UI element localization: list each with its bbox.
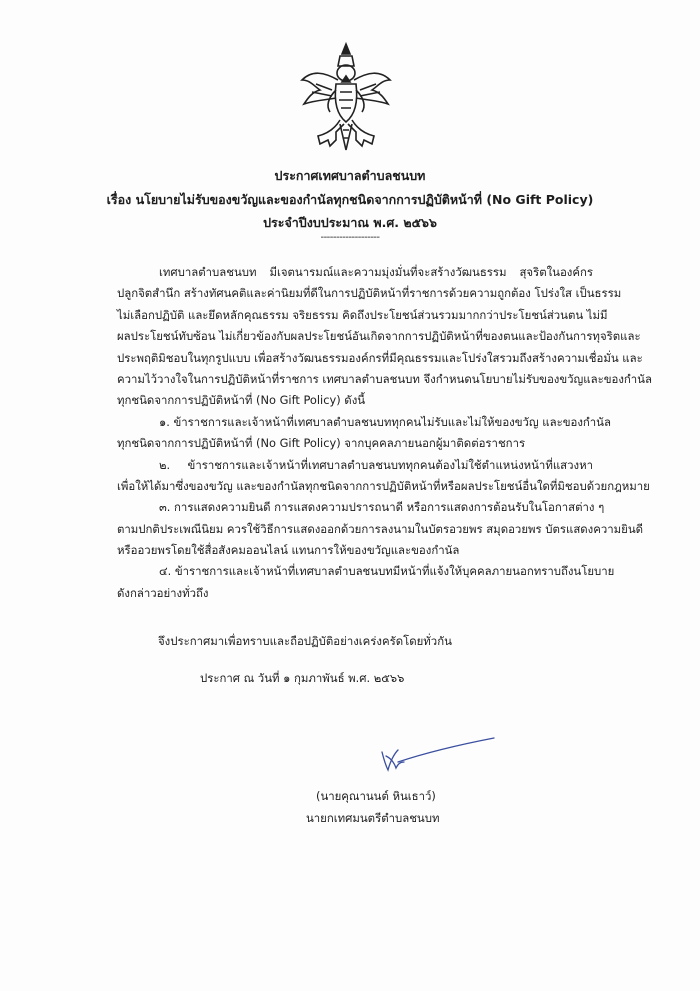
- paragraph-line: ความไว้วางใจในการปฏิบัติหน้าที่ราชการ เทศบาลตำบลชนบท จึงกำหนดนโยบายไม่รับของขวัญและของกำนัล: [117, 371, 652, 386]
- policy-item-2: ๒. ข้าราชการและเจ้าหน้าที่เทศบาลตำบลชนบททุกคนต้องไม่ใช้ตำแหน่งหน้าที่แสวงหา: [159, 457, 593, 472]
- paragraph-line: เทศบาลตำบลชนบท มีเจตนารมณ์และความมุ่งมั่นที่จะสร้างวัฒนธรรม สุจริตในองค์กร: [159, 265, 593, 279]
- paragraph-line: ทุกชนิดจากการปฏิบัติหน้าที่ (No Gift Policy) ดังนี้: [117, 393, 366, 408]
- announcement-title: ประกาศเทศบาลตำบลชนบท: [274, 168, 426, 183]
- signer-title: นายกเทศมนตรีตำบลชนบท: [306, 811, 440, 825]
- paragraph-line: ประพฤติมิชอบในทุกรูปแบบ เพื่อสร้างวัฒนธรรมองค์กรที่มีคุณธรรมและโปร่งใสรวมถึงสร้างความเชื่อมั่น และ: [117, 350, 643, 365]
- signer-name: (นายคุณานนต์ หินเธาว์): [316, 789, 436, 803]
- policy-item-3-cont: ตามปกติประเพณีนิยม ควรใช้วิธีการแสดงออกด้วยการลงนามในบัตรอวยพร สมุดอวยพร บัตรแสดงความยินดี: [117, 521, 644, 536]
- policy-item-2-cont: เพื่อให้ได้มาซึ่งของขวัญ และของกำนัลทุกชนิดจากการปฏิบัติหน้าที่หรือผลประโยชน์อื่นใดที่มิชอบด้วยกฎหมาย: [117, 478, 650, 493]
- policy-item-4-cont: ดังกล่าวอย่างทั่วถึง: [117, 585, 209, 600]
- policy-item-4: ๔. ข้าราชการและเจ้าหน้าที่เทศบาลตำบลชนบทมีหน้าที่แจ้งให้บุคคลภายนอกทราบถึงนโยบาย: [159, 564, 615, 579]
- policy-item-3-cont: หรืออวยพรโดยใช้สื่อสังคมออนไลน์ แทนการให้ของขวัญและของกำนัล: [117, 543, 460, 558]
- divider-line: -------------------: [320, 232, 380, 243]
- policy-item-1: ๑. ข้าราชการและเจ้าหน้าที่เทศบาลตำบลชนบททุกคนไม่รับและไม่ให้ของขวัญ และของกำนัล: [159, 414, 611, 429]
- fiscal-year: ประจำปีงบประมาณ พ.ศ. ๒๕๖๖: [263, 215, 437, 230]
- policy-item-1-cont: ทุกชนิดจากการปฏิบัติหน้าที่ (No Gift Policy) จากบุคคลภายนอกผู้มาติดต่อราชการ: [117, 436, 526, 451]
- paragraph-line: ไม่เลือกปฏิบัติ และยึดหลักคุณธรรม จริยธรรม คิดถึงประโยชน์ส่วนรวมมากกว่าประโยชน์ส่วนตน ไม่มี: [117, 307, 608, 322]
- garuda-emblem-icon: [296, 40, 396, 160]
- announcement-subject: เรื่อง นโยบายไม่รับของขวัญและของกำนัลทุกชนิดจากการปฏิบัติหน้าที่ (No Gift Policy): [106, 192, 594, 207]
- signature-image: [368, 732, 498, 782]
- paragraph-line: ผลประโยชน์ทับซ้อน ไม่เกี่ยวข้องกับผลประโยชน์อันเกิดจากการปฏิบัติหน้าที่ของตนและป้องกันการทุจริตและ: [117, 329, 641, 344]
- paragraph-line: ปลูกจิตสำนึก สร้างทัศนคติและค่านิยมที่ดีในการปฏิบัติหน้าที่ราชการด้วยความถูกต้อง โปร่งใส เป็นธรรม: [117, 286, 622, 301]
- announcement-date: ประกาศ ณ วันที่ ๑ กุมภาพันธ์ พ.ศ. ๒๕๖๖: [200, 671, 405, 685]
- policy-item-3: ๓. การแสดงความยินดี การแสดงความปรารถนาดี หรือการแสดงการต้อนรับในโอกาสต่าง ๆ: [159, 500, 605, 515]
- intro-paragraph: [117, 262, 652, 604]
- closing-statement: จึงประกาศมาเพื่อทราบและถือปฏิบัติอย่างเคร่งครัดโดยทั่วกัน: [158, 634, 452, 648]
